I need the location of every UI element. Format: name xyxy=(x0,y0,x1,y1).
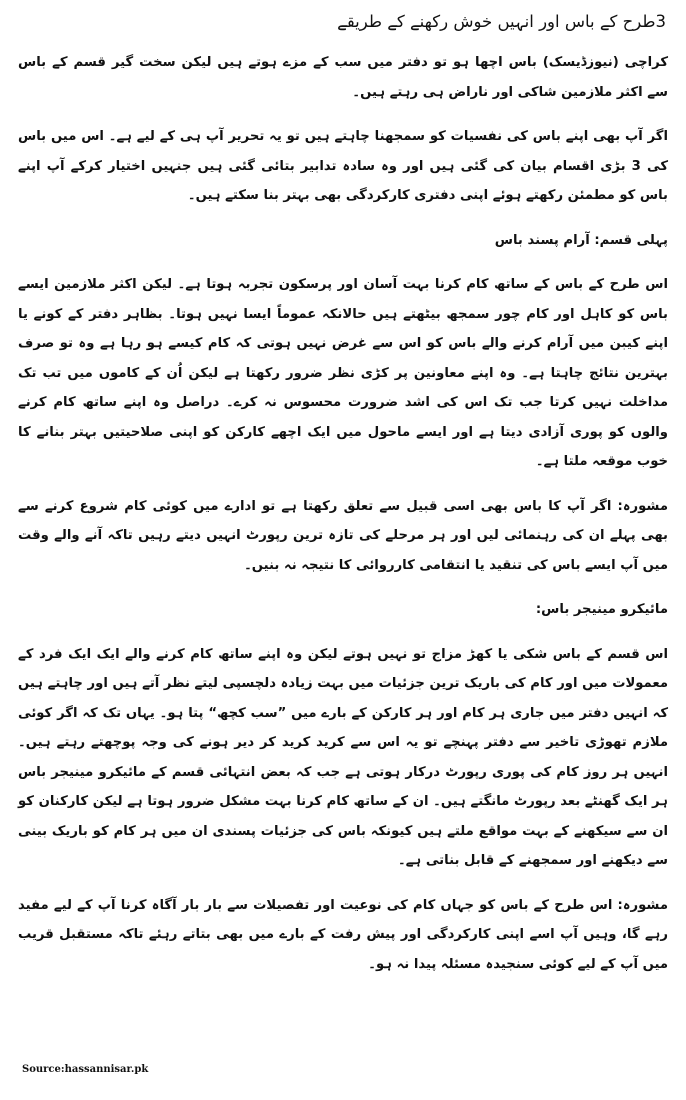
section-heading-relaxed-boss: پہلی قسم: آرام پسند باس xyxy=(494,232,668,248)
section-heading-micromanager-boss: مائیکرو مینیجر باس: xyxy=(535,602,668,617)
section-body-micromanager-boss: اس قسم کے باس شکی یا کھڑ مزاج تو نہیں ہوتے لیکن وہ اپنے ساتھ کام کرنے والے ایک ایک فرد کے معمولات میں اور کام کی باریک ترین جزئیات میں بہت زیادہ دلچسپی لیتے نظر آتے ہیں اور چاہتے ہیں کہ انہیں دفتر میں جاری ہر کام اور ہر کارکن کے بارے میں ”سب کچھ“ پتا ہو۔ یہاں تک کہ اگر کوئی ملازم تھوڑی تاخیر سے دفتر پہنچے تو یہ اس سے کرید کرید کر دیر ہونے کی وجہ پوچھتے رہتے ہیں۔ انہیں ہر روز کام کی پوری رپورٹ درکار ہوتی ہے جب کہ بعض انتہائی قسم کے مائیکرو مینیجر باس ہر ایک گھنٹے بعد رپورٹ مانگتے ہیں۔ ان کے ساتھ کام کرنا بہت مشکل ضرور ہوتا ہے لیکن کارکنان کو ان سے سیکھنے کے بہت مواقع ملتے ہیں کیونکہ باس کی جزئیات پسندی ان میں ہر کام کو باریک بینی سے دیکھنے اور سمجھنے کے قابل بناتی ہے۔ xyxy=(18,646,668,868)
article-title: 3طرح کے باس اور انہیں خوش رکھنے کے طریقے xyxy=(337,12,666,31)
advice-micromanager-boss: مشورہ: اس طرح کے باس کو جہاں کام کی نوعیت اور تفصیلات سے بار بار آگاہ کرنا آپ کے لیے مفید رہے گا، وہیں آپ اسے اپنی کارکردگی اور پیش رفت کے بارے میں بھی بتاتے رہئے تاکہ مستقبل قریب میں آپ کے لیے کوئی سنجیدہ مسئلہ پیدا نہ ہو۔ xyxy=(18,897,668,972)
intro-paragraph-1: کراچی (نیوزڈیسک) باس اچھا ہو تو دفتر میں سب کے مزے ہوتے ہیں لیکن سخت گیر قسم کے باس سے اکثر ملازمین شاکی اور ناراض ہی رہتے ہیں۔ xyxy=(18,55,668,100)
advice-relaxed-boss: مشورہ: اگر آپ کا باس بھی اسی قبیل سے تعلق رکھتا ہے تو ادارے میں کوئی کام شروع کرنے سے بھی پہلے ان کی رہنمائی لیں اور ہر مرحلے کی تازہ ترین رپورٹ انہیں دیتے رہیں تاکہ آنے والے وقت میں آپ ایسے باس کی تنقید یا انتقامی کارروائی کا نتیجہ نہ بنیں۔ xyxy=(18,498,668,573)
section-body-relaxed-boss: اس طرح کے باس کے ساتھ کام کرنا بہت آسان اور پرسکون تجربہ ہوتا ہے۔ لیکن اکثر ملازمین ایسے باس کو کاہل اور کام چور سمجھ بیٹھتے ہیں حالانکہ عموماً ایسا نہیں ہوتا۔ بظاہر دفتر کے کونے یا اپنے کیبن میں آرام کرنے والے باس کو اس سے غرض نہیں ہوتی کہ کام کیسے ہو رہا ہے وہ تو صرف بہترین نتائج چاہتا ہے۔ وہ اپنے معاونین پر کڑی نظر ضرور رکھتا ہے لیکن اُن کے کاموں میں تب تک مداخلت نہیں کرتا جب تک اس کی اشد ضرورت محسوس نہ کرے۔ دراصل وہ اپنے ساتھ کام کرنے والوں کو پوری آزادی دیتا ہے اور ایسے ماحول میں ایک اچھے کارکن کو اپنی صلاحیتیں بہتر بنانے کا خوب موقعہ ملتا ہے۔ xyxy=(18,277,668,469)
source-credit: Source:hassannisar.pk xyxy=(22,1064,149,1075)
intro-paragraph-2: اگر آپ بھی اپنے باس کی نفسیات کو سمجھنا چاہتے ہیں تو یہ تحریر آپ ہی کے لیے ہے۔ اس میں باس کی 3 بڑی اقسام بیان کی گئی ہیں اور وہ سادہ تدابیر بتائی گئی ہیں جنہیں اختیار کرکے آپ اپنے باس کو مطمئن رکھتے ہوئے اپنی دفتری کارکردگی بھی بہتر بنا سکتے ہیں۔ xyxy=(18,129,668,203)
